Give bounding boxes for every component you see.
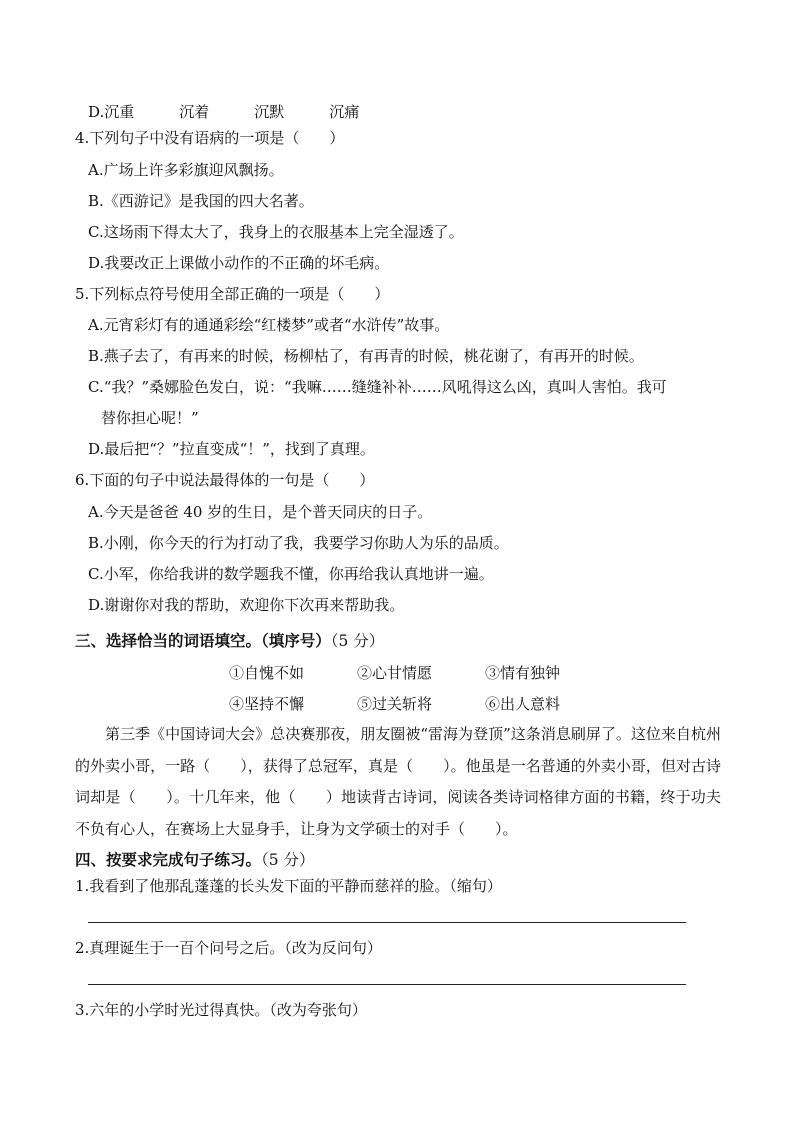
q4-option-d: D.我要改正上课做小动作的不正确的坏毛病。: [88, 254, 390, 272]
q6-option-a: A.今天是爸爸 40 岁的生日，是个普天同庆的日子。: [88, 503, 433, 521]
q6-option-b: B.小刚，你今天的行为打动了我，我要学习你助人为乐的品质。: [88, 534, 509, 552]
q3-option-d: D.沉重 沉着 沉默 沉痛: [88, 103, 360, 121]
q4-option-a: A.广场上许多彩旗迎风飘扬。: [88, 161, 284, 179]
q4-option-b: B.《西游记》是我国的四大名著。: [88, 192, 314, 210]
section4-item3: 3.六年的小学时光过得真快。（改为夸张句）: [75, 1001, 367, 1019]
word-option-4: ④坚持不懈: [229, 695, 305, 713]
q5-stem: 5.下列标点符号使用全部正确的一项是（ ）: [75, 285, 390, 303]
section4-title: 四、按要求完成句子练习。: [75, 850, 262, 869]
word-option-2: ②心甘情愿: [357, 664, 433, 682]
section3-passage: 第三季《中国诗词大会》总决赛那夜，朋友圈被“雷海为登顶”这条消息刷屏了。这位来自杭州的外卖小哥，一路（ ），获得了总冠军，真是（ ）。他虽是一名普通的外卖小哥，但对古诗词却是（ ）。十几年来，他（ ）地读背古诗词，阅读各类诗词格律方面的书籍，终于功夫不负有心人，在赛场上大显身手，让身为文学硕士的对手（ ）。: [75, 725, 721, 838]
section3-points: （5 分）: [330, 632, 385, 650]
q6-stem: 6.下面的句子中说法最得体的一句是（ ）: [75, 471, 375, 489]
q5-option-c-line2: 替你担心呢！”: [101, 409, 199, 427]
answer-line-2[interactable]: [88, 984, 686, 985]
section4-points: （5 分）: [261, 851, 315, 869]
q5-option-d: D.最后把“？”拉直变成“！”，找到了真理。: [88, 440, 375, 458]
q6-option-d: D.谢谢你对我的帮助，欢迎你下次再来帮助我。: [88, 596, 405, 614]
section3-heading: [75, 631, 384, 651]
section4-item2: 2.真理诞生于一百个问号之后。（改为反问句）: [75, 939, 382, 957]
q6-option-c: C.小军，你给我讲的数学题我不懂，你再给我认真地讲一遍。: [88, 565, 494, 583]
q5-option-c-line1: C.“我？”桑娜脸色发白，说：“我嘛……缝缝补补……风吼得这么凶，真叫人害怕。我可: [88, 378, 667, 396]
q4-stem: 4.下列句子中没有语病的一项是（ ）: [75, 129, 345, 147]
q4-option-c: C.这场雨下得太大了，我身上的衣服基本上完全湿透了。: [88, 223, 464, 241]
word-option-1: ①自愧不如: [229, 664, 305, 682]
q5-option-a: A.元宵彩灯有的通通彩绘“红楼梦”或者“水浒传”故事。: [88, 316, 450, 334]
section4-heading: [75, 850, 315, 870]
section4-item1: 1.我看到了他那乱蓬蓬的长头发下面的平静而慈祥的脸。（缩句）: [75, 877, 502, 895]
answer-line-1[interactable]: [88, 922, 686, 923]
word-option-3: ③情有独钟: [485, 664, 561, 682]
section3-title: 三、选择恰当的词语填空。（填序号）: [75, 631, 331, 650]
word-option-6: ⑥出人意料: [485, 695, 561, 713]
word-option-5: ⑤过关斩将: [357, 695, 433, 713]
q5-option-b: B.燕子去了，有再来的时候，杨柳枯了，有再青的时候，桃花谢了，有再开的时候。: [88, 347, 644, 365]
